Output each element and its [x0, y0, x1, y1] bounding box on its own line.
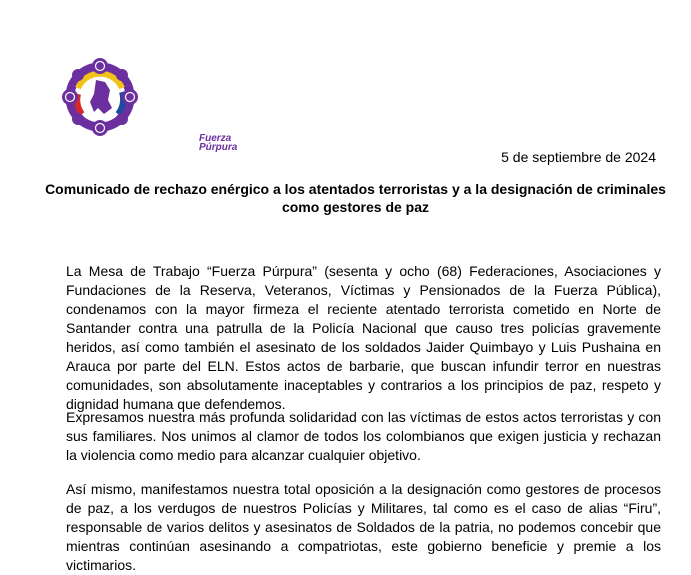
document-date: 5 de septiembre de 2024: [501, 149, 656, 165]
paragraph-2: Expresamos nuestra más profunda solidaridad con las víctimas de estos actos terroristas y con sus familiares. Nos unimos al clamor de todos los colombianos que exigen justicia y rechazan la violencia como medio para alcanzar cualquier objetivo.: [66, 409, 661, 463]
document-title: Comunicado de rechazo enérgico a los atentados terroristas y a la designación de criminales como gestores de paz: [45, 181, 666, 215]
paragraph-3: Así mismo, manifestamos nuestra total oposición a la designación como gestores de procesos de paz, a los verdugos de nuestros Policías y Militares, tal como es el caso de alias “Firu”, responsable de varios delitos y asesinatos de Soldados de la patria, no podemos concebir que mientras continúan asesinando a compatriotas, este gobierno beneficie y premie a los victimarios.: [66, 481, 661, 573]
paragraph-1: La Mesa de Trabajo “Fuerza Púrpura” (sesenta y ocho (68) Federaciones, Asociaciones y Fundaciones de la Reserva, Veteranos, Víctimas y Pensionados de la Fuerza Pública), condenamos con la mayor firmeza el reciente atentado terrorista cometido en Norte de Santander contra una patrulla de la Policía Nacional que causo tres policías gravemente heridos, así como también el asesinato de los soldados Jaider Quimbayo y Luis Pushaina en Arauca por parte del ELN. Estos actos de barbarie, que buscan infundir terror en nuestras comunidades, son absolutamente inaceptables y contrarios a los principios de paz, respeto y dignidad humana que defendemos.: [66, 263, 661, 412]
brand-line-2: Púrpura: [199, 142, 238, 153]
brand-line-1: Fuerza: [199, 133, 232, 144]
fuerza-purpura-logo: [58, 50, 238, 153]
logo-emblem: [58, 50, 208, 140]
logo-wordmark: [199, 134, 237, 152]
